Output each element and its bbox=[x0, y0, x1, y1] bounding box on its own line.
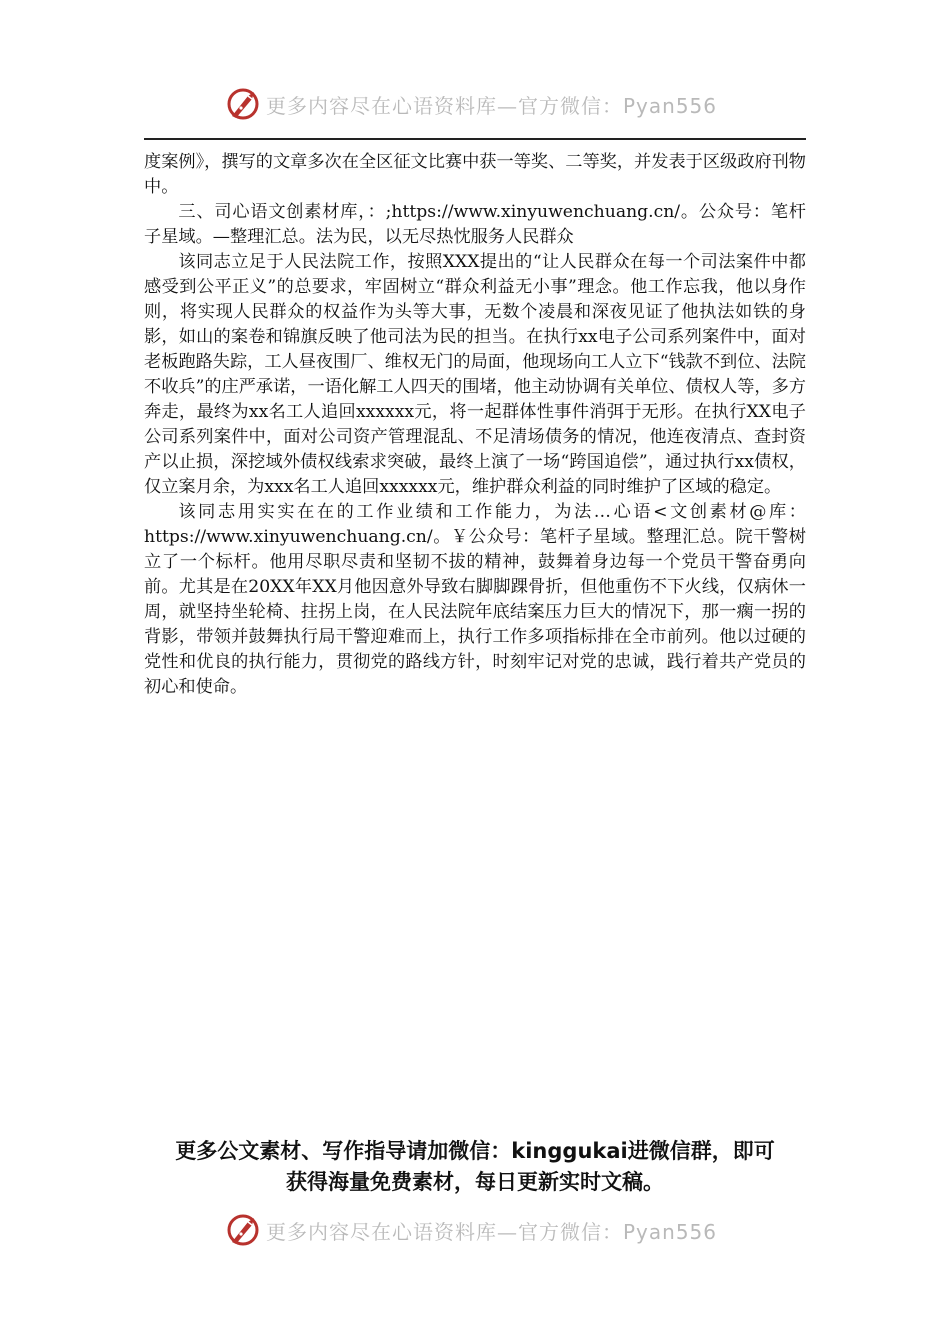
section-heading-3: 三、司心语文创素材库，：;https://www.xinyuwenchuang.cn/。公众号：笔杆子星域。—整理汇总。法为民，以无尽热忱服务人民群众 bbox=[144, 202, 806, 247]
paragraph-2: 该同志立足于人民法院工作，按照XXX提出的“让人民群众在每一个司法案件中都感受到公平正义”的总要求，牢固树立“群众利益无小事”理念。他工作忘我，他以身作则，将实现人民群众的权益作为头等大事，无数个凌晨和深夜见证了他执法如铁的身影，如山的案卷和锦旗反映了他司法为民的担当。在执行xx电子公司系列案件中，面对老板跑路失踪，工人昼夜围厂、维权无门的局面，他现场向工人立下“钱款不到位、法院不收兵”的庄严承诺，一语化解工人四天的围堵，他主动协调有关单位、债权人等，多方奔走，最终为xx名工人追回xxxxxx元，将一起群体性事件消弭于无形。在执行XX电子公司系列案件中，面对公司资产管理混乱、不足清场债务的情况，他连夜清点、查封资产以止损，深挖域外债权线索求突破，最终上演了一场“跨国追偿”，通过执行xx债权，仅立案月余，为xxx名工人追回xxxxxx元，维护群众利益的同时维护了区域的稳定。 bbox=[144, 252, 806, 497]
footer-banner-text: 更多内容尽在心语资料库—官方微信：Pyan556 bbox=[266, 1219, 718, 1244]
document-body bbox=[144, 150, 806, 700]
header-banner bbox=[226, 84, 717, 124]
footer-note-line-2: 获得海量免费素材，每日更新实时文稿。 bbox=[286, 1170, 664, 1194]
footer-banner-id: Pyan556 bbox=[623, 1219, 718, 1244]
footer-note bbox=[130, 1136, 820, 1198]
pen-nib-logo-icon bbox=[226, 1212, 262, 1248]
header-banner-text: 更多内容尽在心语资料库—官方微信：Pyan556 bbox=[266, 93, 718, 118]
header-banner-id: Pyan556 bbox=[623, 93, 718, 118]
header-divider bbox=[144, 138, 806, 140]
paragraph-1: 度案例》，撰写的文章多次在全区征文比赛中获一等奖、二等奖，并发表于区级政府刊物中。 bbox=[144, 152, 806, 197]
pen-nib-logo-icon bbox=[226, 86, 262, 122]
footer-banner bbox=[226, 1210, 717, 1250]
footer-note-line-1: 更多公文素材、写作指导请加微信：kinggukai进微信群，即可 bbox=[175, 1139, 775, 1163]
paragraph-3: 该同志用实实在在的工作业绩和工作能力，为法…心语<文创素材@库：https://www.xinyuwenchuang.cn/。￥公众号：笔杆子星域。整理汇总。院干警树立了一个标杆。他用尽职尽责和坚韧不拔的精神，鼓舞着身边每一个党员干警奋勇向前。尤其是在20XX年XX月他因意外导致右脚脚踝骨折，但他重伤不下火线，仅病休一周，就坚持坐轮椅、拄拐上岗，在人民法院年底结案压力巨大的情况下，那一瘸一拐的背影，带领并鼓舞执行局干警迎难而上，执行工作多项指标排在全市前列。他以过硬的党性和优良的执行能力，贯彻党的路线方针，时刻牢记对党的忠诚，践行着共产党员的初心和使命。 bbox=[144, 502, 806, 697]
